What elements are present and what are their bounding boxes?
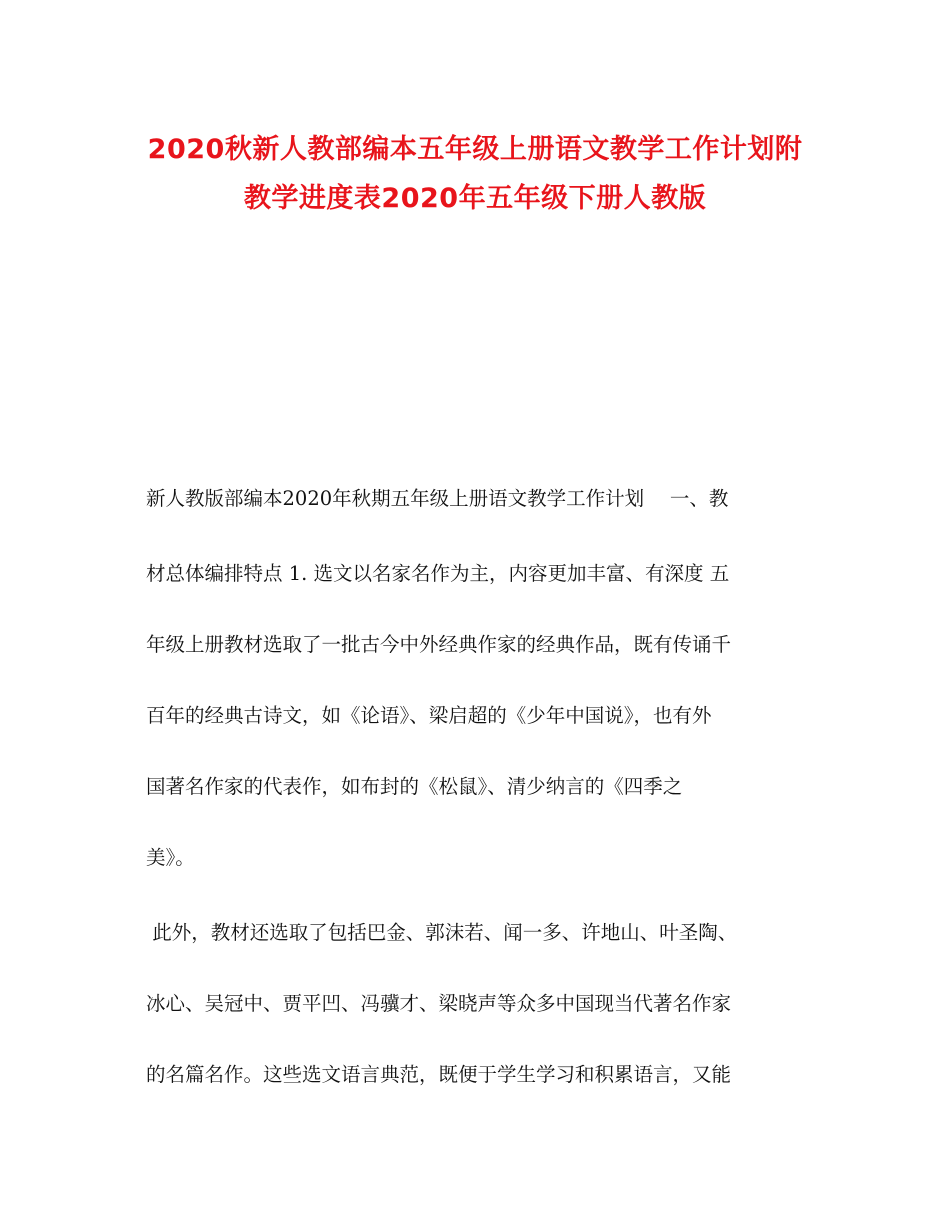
document-title-line-2: 教学进度表2020年五年级下册人教版 <box>243 183 707 214</box>
body-text-line: 材总体编排特点 1. 选文以名家名作为主，内容更加丰富、有深度 五 <box>146 562 730 585</box>
body-text-line: 美》。 <box>146 846 195 869</box>
body-text-line: 此外，教材还选取了包括巴金、郭沫若、闻一多、许地山、叶圣陶、 <box>146 921 738 944</box>
body-text-line: 年级上册教材选取了一批古今中外经典作家的经典作品，既有传诵千 <box>146 633 732 656</box>
document-title-line-1: 2020秋新人教部编本五年级上册语文教学工作计划附 <box>147 134 803 165</box>
body-text-line: 国著名作家的代表作，如布封的《松鼠》、清少纳言的《四季之 <box>146 775 683 798</box>
body-text-line: 的名篇名作。这些选文语言典范，既便于学生学习和积累语言，又能 <box>146 1063 732 1086</box>
body-text-line: 新人教版部编本2020年秋期五年级上册语文教学工作计划 一、教 <box>146 487 729 510</box>
body-text-line: 冰心、吴冠中、贾平凹、冯骥才、梁晓声等众多中国现当代著名作家 <box>146 992 732 1015</box>
body-text-line: 百年的经典古诗文，如《论语》、梁启超的《少年中国说》，也有外 <box>146 704 712 727</box>
